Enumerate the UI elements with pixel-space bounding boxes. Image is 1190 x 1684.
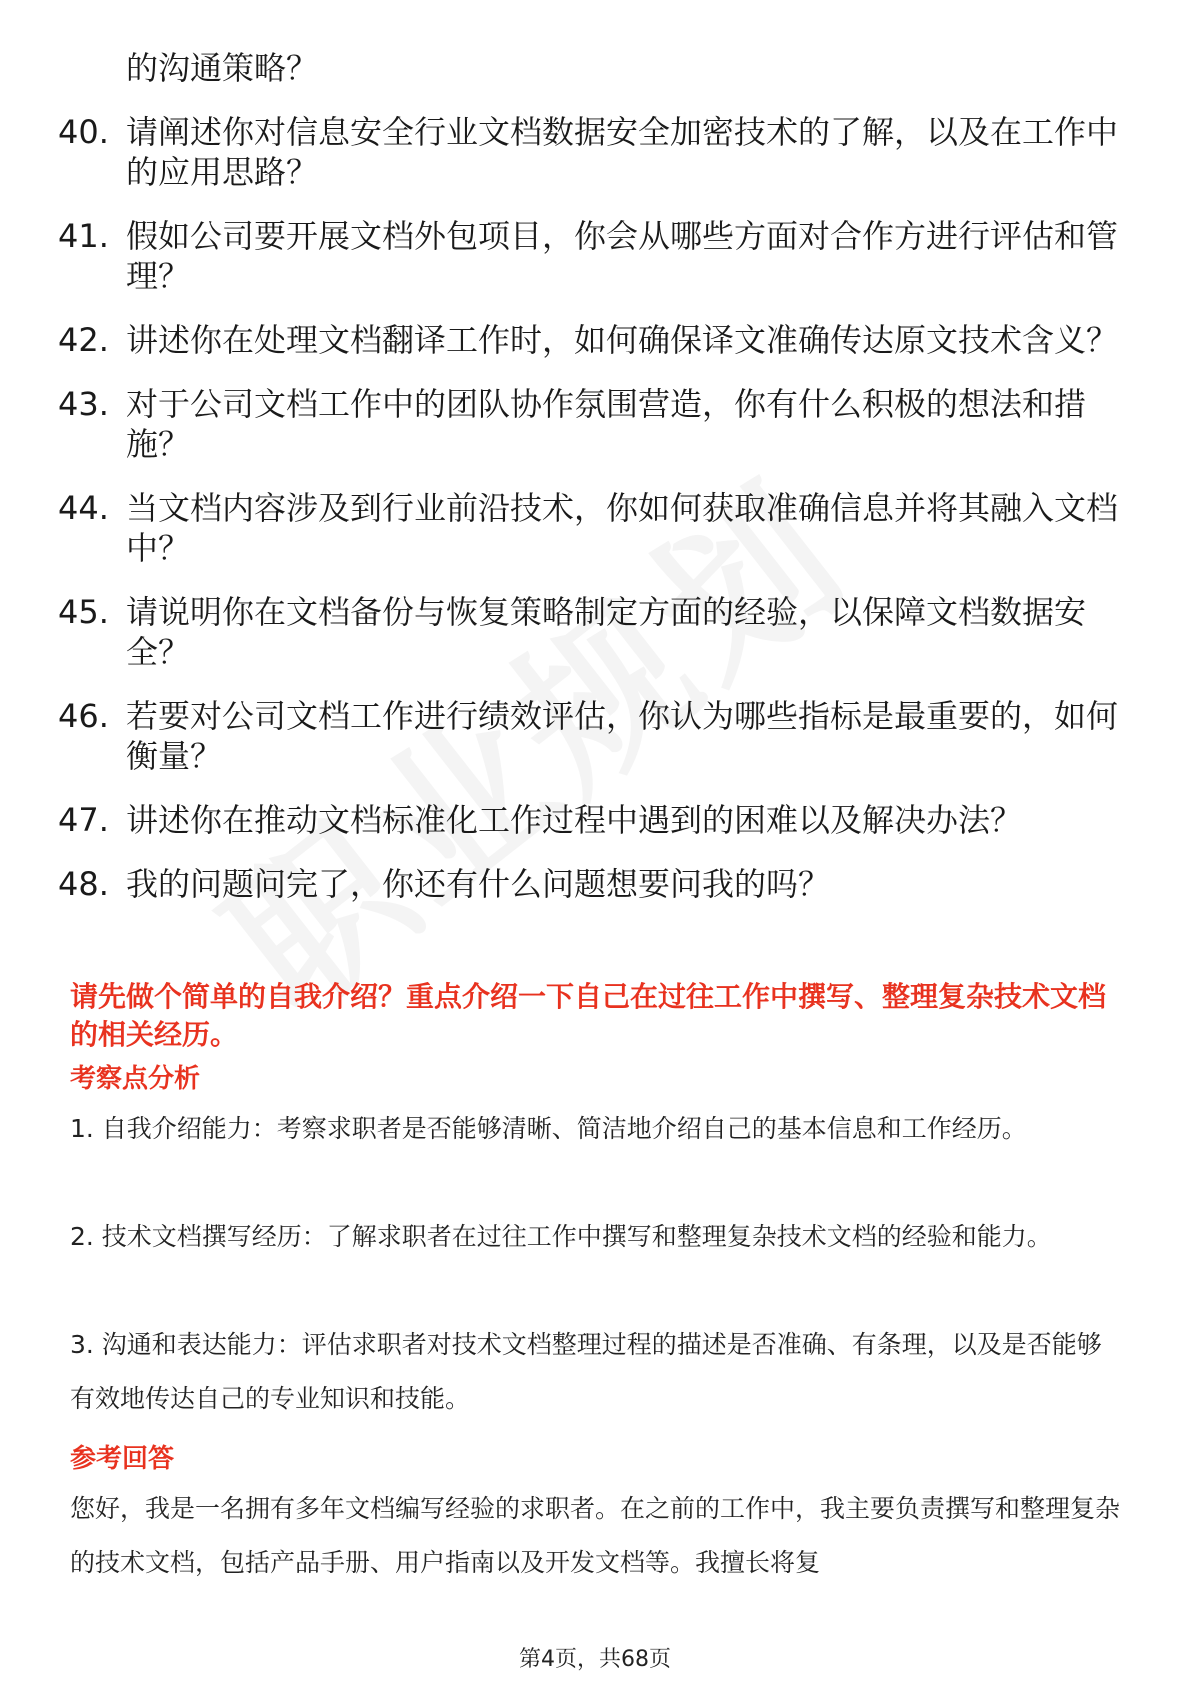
question-item xyxy=(58,864,1118,904)
question-item xyxy=(58,488,1118,568)
question-text: 当文档内容涉及到行业前沿技术，你如何获取准确信息并将其融入文档中？ xyxy=(126,489,1119,567)
question-text: 讲述你在推动文档标准化工作过程中遇到的困难以及解决办法？ xyxy=(126,801,1023,839)
analysis-point: 2. 技术文档撰写经历：了解求职者在过往工作中撰写和整理复杂技术文档的经验和能力。 xyxy=(70,1222,1052,1251)
question-number: 45. xyxy=(58,593,109,631)
question-text: 若要对公司文档工作进行绩效评估，你认为哪些指标是最重要的，如何衡量？ xyxy=(126,697,1119,775)
analysis-point: 1. 自我介绍能力：考察求职者是否能够清晰、简洁地介绍自己的基本信息和工作经历。 xyxy=(70,1114,1027,1143)
question-item xyxy=(58,320,1118,360)
question-number: 41. xyxy=(58,217,109,255)
question-item xyxy=(58,216,1118,296)
question-list xyxy=(58,48,1118,904)
question-item xyxy=(58,592,1118,672)
reference-answer: 您好，我是一名拥有多年文档编写经验的求职者。在之前的工作中，我主要负责撰写和整理复杂的技术文档，包括产品手册、用户指南以及开发文档等。我擅长将复 xyxy=(70,1494,1120,1577)
question-number: 44. xyxy=(58,489,109,527)
question-item xyxy=(58,384,1118,464)
question-item xyxy=(58,696,1118,776)
featured-question: 请先做个简单的自我介绍？重点介绍一下自己在过往工作中撰写、整理复杂技术文档的相关经历。 xyxy=(70,980,1107,1051)
question-number: 40. xyxy=(58,113,109,151)
question-continuation: 的沟通策略？ xyxy=(126,49,319,87)
question-number: 46. xyxy=(58,697,109,735)
question-text: 请阐述你对信息安全行业文档数据安全加密技术的了解，以及在工作中的应用思路？ xyxy=(126,113,1119,191)
question-item xyxy=(58,112,1118,192)
question-number: 42. xyxy=(58,321,109,359)
question-number: 47. xyxy=(58,801,109,839)
reference-heading: 参考回答 xyxy=(70,1444,175,1474)
question-text: 对于公司文档工作中的团队协作氛围营造，你有什么积极的想法和措施？ xyxy=(126,385,1087,463)
question-item xyxy=(58,800,1118,840)
question-text: 我的问题问完了，你还有什么问题想要问我的吗？ xyxy=(126,865,831,903)
analysis-heading: 考察点分析 xyxy=(70,1064,201,1094)
analysis-point: 3. 沟通和表达能力：评估求职者对技术文档整理过程的描述是否准确、有条理，以及是否能够有效地传达自己的专业知识和技能。 xyxy=(70,1330,1102,1413)
question-number: 48. xyxy=(58,865,109,903)
question-text: 请说明你在文档备份与恢复策略制定方面的经验，以保障文档数据安全？ xyxy=(126,593,1087,671)
question-number: 43. xyxy=(58,385,109,423)
page-footer: 第4页，共68页 xyxy=(519,1647,671,1672)
question-text: 假如公司要开展文档外包项目，你会从哪些方面对合作方进行评估和管理？ xyxy=(126,217,1119,295)
question-text: 讲述你在处理文档翻译工作时，如何确保译文准确传达原文技术含义？ xyxy=(126,321,1119,359)
